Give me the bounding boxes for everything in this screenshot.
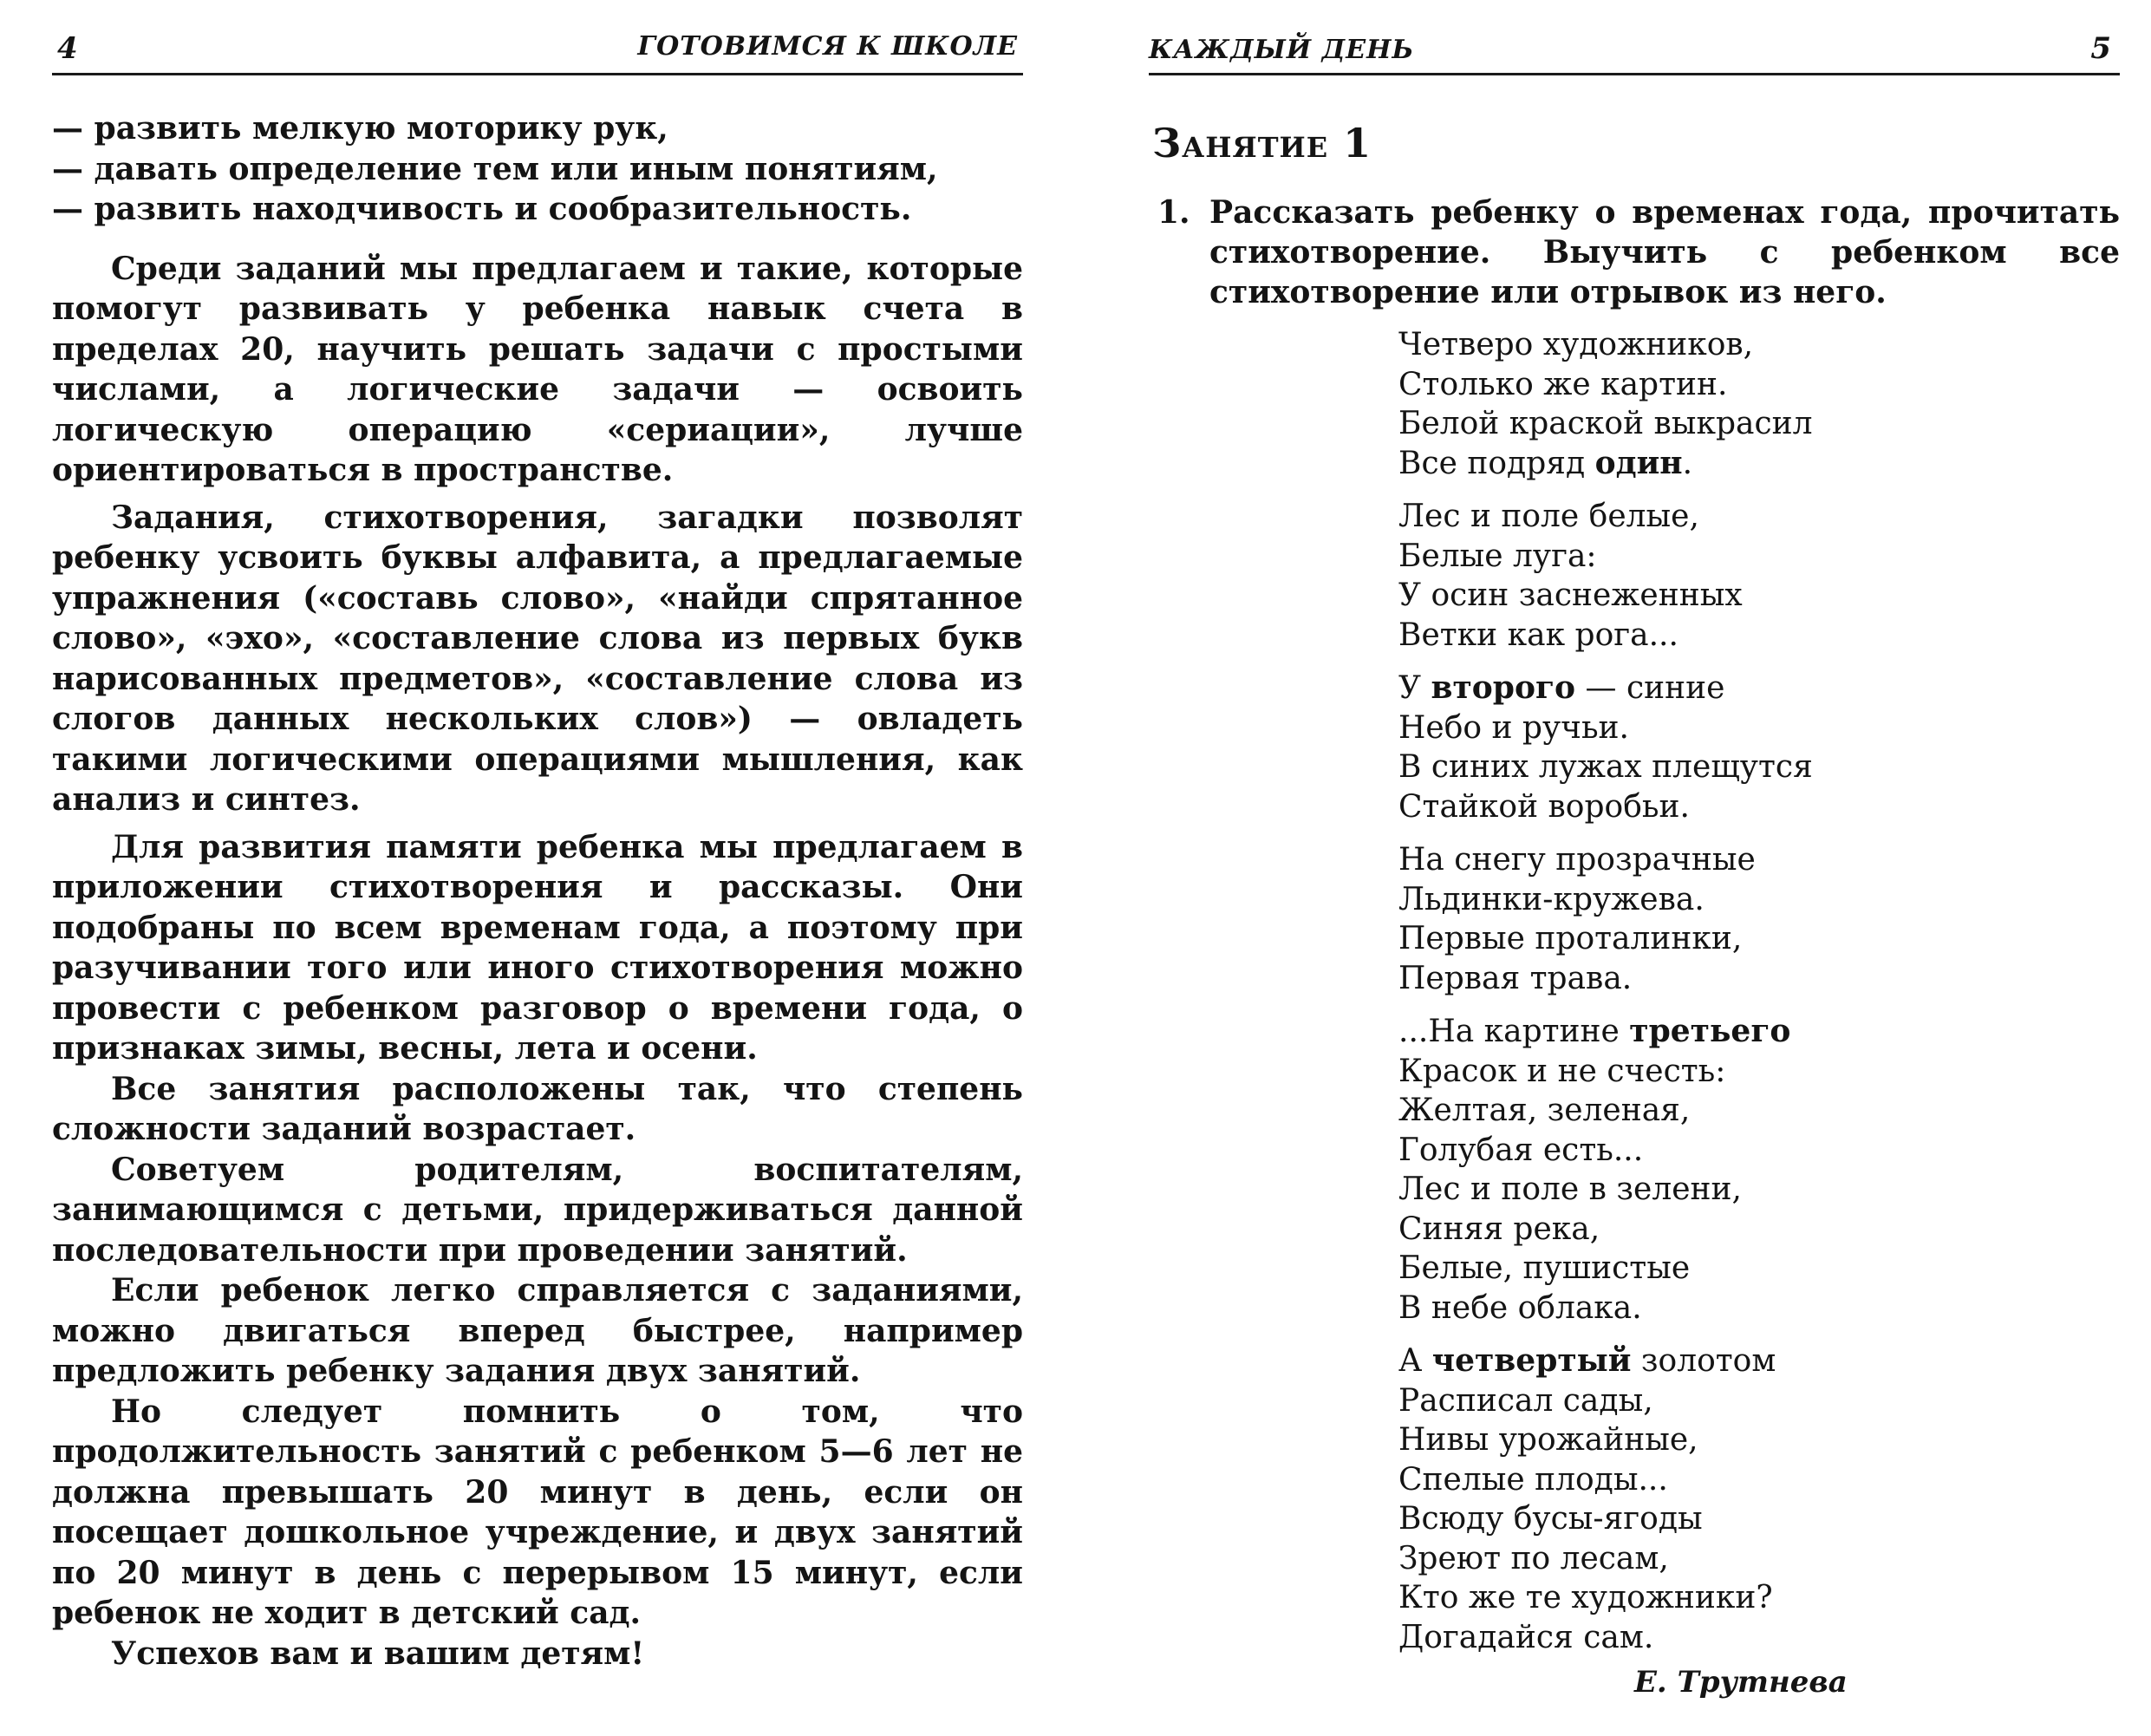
poem-line	[1398, 1170, 1813, 1210]
poem-line-text: Столько же картин.	[1398, 366, 1728, 402]
list-item: — развить находчивость и сообразительность.	[52, 191, 912, 227]
poem-line	[1398, 708, 1813, 748]
poem-emphasis: один	[1594, 444, 1683, 481]
poem-line-text: У осин заснеженных	[1398, 578, 1743, 613]
poem-line-text: Догадайся сам.	[1398, 1619, 1654, 1655]
poem-line-text: Всюду бусы-ягоды	[1398, 1501, 1703, 1537]
poem-line-tail: — синие	[1575, 670, 1725, 706]
poem-line	[1398, 1460, 1813, 1500]
poem-line	[1398, 747, 1813, 787]
poem-line	[1398, 1381, 1813, 1421]
poem-line	[1398, 497, 1813, 537]
poem-line	[1398, 537, 1813, 577]
poem-line-text: Синяя река,	[1398, 1211, 1600, 1247]
poem-line-text: А	[1398, 1343, 1432, 1379]
poem-line-text: Лес и поле в зелени,	[1398, 1171, 1742, 1207]
poem-stanza	[1398, 325, 1813, 483]
poem-line	[1398, 404, 1813, 444]
poem-line-text: Расписал сады,	[1398, 1382, 1653, 1419]
poem-line	[1398, 1210, 1813, 1250]
running-title-right: КАЖДЫЙ ДЕНЬ	[1149, 35, 1415, 65]
paragraph: Если ребенок легко справляется с заданиями, можно двигаться вперед быстрее, например предложить ребенку задания двух занятий.	[52, 1272, 1023, 1389]
poem-line-text: Зреют по лесам,	[1398, 1540, 1669, 1576]
poem-line-text: Первая трава.	[1398, 960, 1633, 996]
poem-line-text: Кто же те художники?	[1398, 1580, 1773, 1615]
poem-stanza	[1398, 1341, 1813, 1657]
task-number: 1.	[1157, 194, 1190, 231]
poem-line	[1398, 1091, 1813, 1131]
poem-line	[1398, 919, 1813, 959]
poem-line-text: Нивы урожайные,	[1398, 1422, 1698, 1458]
poem-line-text: Первые проталинки,	[1398, 921, 1743, 956]
poem-line-text: Стайкой воробьи.	[1398, 788, 1690, 825]
poem-line	[1398, 365, 1813, 405]
poem-line	[1398, 1249, 1813, 1289]
poem-line-text: Голубая есть...	[1398, 1132, 1644, 1168]
paragraph: Советуем родителям, воспитателям, занимающимся с детьми, придерживаться данной последовательности при проведении занятий.	[52, 1151, 1023, 1269]
poem-line	[1398, 444, 1813, 484]
poem-emphasis: третьего	[1629, 1013, 1791, 1049]
poem-line	[1398, 1578, 1813, 1618]
poem-line	[1398, 1131, 1813, 1171]
paragraph: Для развития памяти ребенка мы предлагаем в приложении стихотворения и рассказы. Они подобраны по всем временам года, а поэтому при разучивании того или иного стихотворения можно провести с ребенком разговор о времени года, о признаках зимы, весны, лета и осени.	[52, 828, 1023, 1067]
paragraph: Все занятия расположены так, что степень сложности заданий возрастает.	[52, 1070, 1023, 1147]
right-page	[1149, 0, 2120, 1736]
poem-line-text: Четверо художников,	[1398, 327, 1754, 362]
list-item: — давать определение тем или иным понятиям,	[52, 150, 938, 187]
poem-line	[1398, 959, 1813, 999]
poem-line-tail: золотом	[1631, 1343, 1776, 1379]
list-item: — развить мелкую моторику рук,	[52, 110, 668, 147]
poem-line	[1398, 1618, 1813, 1658]
task-item	[1157, 193, 2120, 312]
poem-stanza	[1398, 1012, 1813, 1328]
poem-line	[1398, 616, 1813, 656]
poem-line-text: В небе облака.	[1398, 1289, 1642, 1326]
poem-line-text: Спелые плоды...	[1398, 1461, 1668, 1498]
poem-line	[1398, 1420, 1813, 1460]
poem-line-text: Ветки как рога...	[1398, 617, 1678, 653]
poem-line-text: Лес и поле белые,	[1398, 499, 1699, 534]
poem-emphasis: четвертый	[1431, 1342, 1632, 1379]
left-page	[52, 0, 1023, 1736]
task-text: Рассказать ребенку о временах года, прочитать стихотворение. Выучить с ребенком все стихотворение или отрывок из него.	[1209, 194, 2120, 310]
poem-line	[1398, 840, 1813, 880]
running-title-left: ГОТОВИМСЯ К ШКОЛЕ	[637, 31, 1018, 62]
poem-line-text: ...На картине	[1398, 1014, 1630, 1049]
paragraph: Среди заданий мы предлагаем и такие, которые помогут развивать у ребенка навык счета в пределах 20, научить решать задачи с простыми числами, а логические задачи — освоить логическую операцию «сериации», лучше ориентироваться в пространстве.	[52, 250, 1023, 488]
poem-author: Е. Трутнева	[1634, 1665, 1848, 1700]
poem-line	[1398, 1052, 1813, 1092]
paragraph: Задания, стихотворения, загадки позволят ребенку усвоить буквы алфавита, а предлагаемые упражнения («составь слово», «найди спрятанное слово», «эхо», «составление слова из первых букв нарисованных предметов», «составление слова из слогов данных нескольких слов») — овладеть такими логическими операциями мышления, как анализ и синтез.	[52, 499, 1023, 818]
poem-line	[1398, 787, 1813, 827]
page-number-left: 4	[57, 31, 78, 66]
poem-line-text: Белой краской выкрасил	[1398, 406, 1813, 441]
poem-line-text: Все подряд	[1398, 445, 1595, 481]
poem-line-text: В синих лужах плещутся	[1398, 749, 1813, 785]
poem-line-text: Небо и ручьи.	[1398, 709, 1629, 746]
poem-line	[1398, 1289, 1813, 1328]
poem-line-text: Белые луга:	[1398, 538, 1597, 574]
poem-emphasis: второго	[1431, 669, 1576, 706]
poem-line-tail: .	[1682, 445, 1693, 481]
poem-stanza	[1398, 840, 1813, 998]
poem-line	[1398, 1012, 1813, 1052]
left-running-head	[52, 28, 1023, 75]
paragraph: Успехов вам и вашим детям!	[111, 1635, 645, 1672]
page-number-right: 5	[2090, 31, 2111, 66]
poem-stanza	[1398, 497, 1813, 655]
poem-line	[1398, 1341, 1813, 1381]
poem	[1398, 325, 1813, 1671]
paragraph: Но следует помнить о том, что продолжительность занятий с ребенком 5—6 лет не должна превышать 20 минут в день, если он посещает дошкольное учреждение, и двух занятий по 20 минут в день с перерывом 15 минут, если ребенок не ходит в детский сад.	[52, 1393, 1023, 1631]
poem-line-text: На снегу прозрачные	[1398, 842, 1756, 878]
poem-stanza	[1398, 669, 1813, 826]
poem-line	[1398, 1539, 1813, 1579]
poem-line-text: Белые, пушистые	[1398, 1250, 1691, 1286]
poem-line	[1398, 880, 1813, 920]
poem-line-text: Желтая, зеленая,	[1398, 1093, 1691, 1128]
poem-line-text: Льдинки-кружева.	[1398, 881, 1705, 917]
right-running-head	[1149, 28, 2120, 75]
poem-line	[1398, 325, 1813, 365]
poem-line-text: У	[1398, 670, 1431, 706]
poem-line	[1398, 1499, 1813, 1539]
poem-line-text: Красок и не счесть:	[1398, 1053, 1726, 1089]
lesson-title: Занятие 1	[1152, 120, 1372, 166]
poem-line	[1398, 669, 1813, 708]
left-body-text	[52, 108, 1023, 1674]
poem-line	[1398, 576, 1813, 616]
